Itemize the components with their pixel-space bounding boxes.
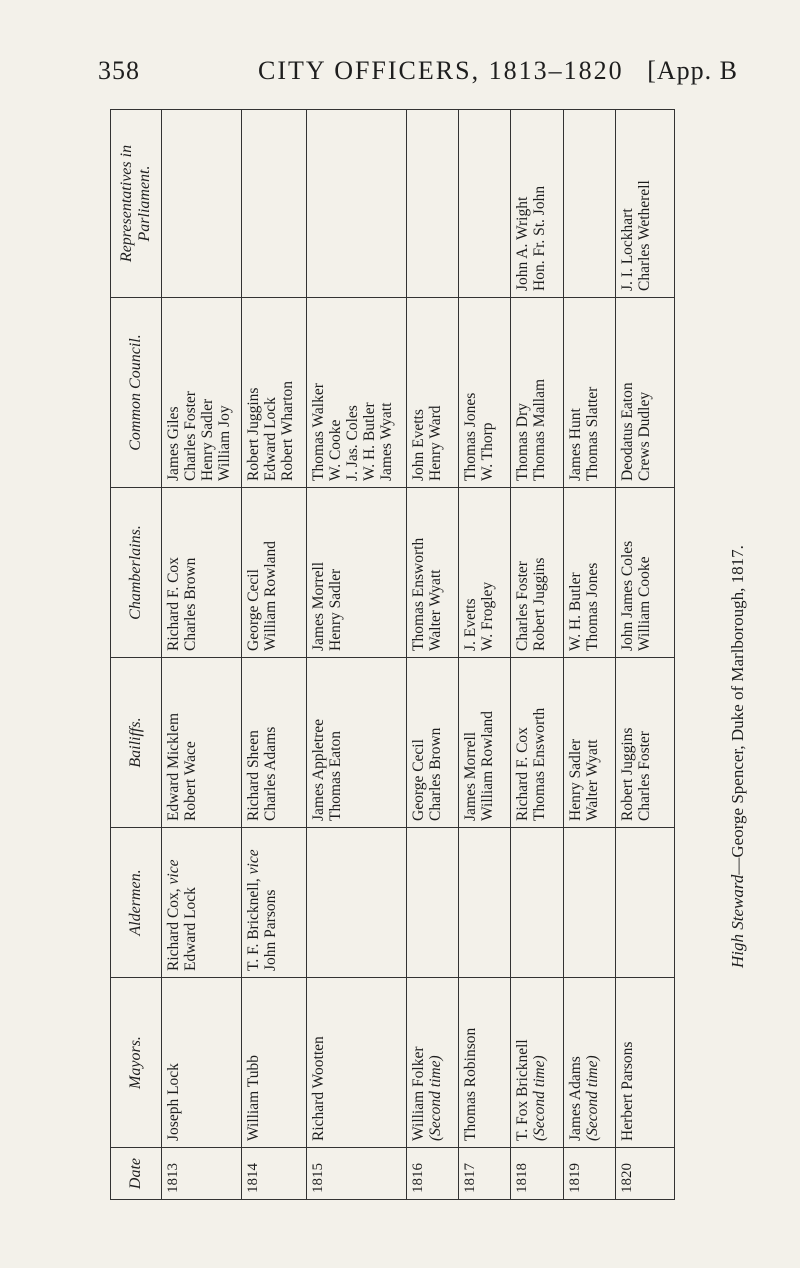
representatives-cell: [563, 110, 615, 298]
aldermen-cell: [307, 828, 407, 978]
high-steward-text: —George Spencer, Duke of Marlborough, 1817.: [728, 545, 747, 875]
year-cell: 1817: [459, 1148, 511, 1200]
common-council-cell: Robert Juggins Edward Lock Robert Wharton: [241, 298, 306, 488]
high-steward-label: High Steward: [728, 874, 747, 968]
table-row: [615, 110, 674, 1200]
year-cell: 1813: [162, 1148, 242, 1200]
aldermen-cell: [407, 828, 459, 978]
chamberlains-cell: J. Evetts W. Frogley: [459, 488, 511, 658]
rotated-table-wrapper: [110, 110, 675, 1200]
bailiffs-cell: Richard F. Cox Thomas Ensworth: [511, 658, 563, 828]
representatives-cell: [459, 110, 511, 298]
common-council-cell: Thomas Dry Thomas Mallam: [511, 298, 563, 488]
table-row: [307, 110, 407, 1200]
table-row: [459, 110, 511, 1200]
table-row: [563, 110, 615, 1200]
running-head: [98, 56, 738, 96]
bailiffs-cell: James Appletree Thomas Eaton: [307, 658, 407, 828]
high-steward-note: [728, 268, 758, 1268]
bailiffs-cell: Edward Micklem Robert Wace: [162, 658, 242, 828]
year-cell: 1819: [563, 1148, 615, 1200]
common-council-cell: James Hunt Thomas Slatter: [563, 298, 615, 488]
column-header-common-council: Common Council.: [111, 298, 162, 488]
year-cell: 1820: [615, 1148, 674, 1200]
chamberlains-cell: John James Coles William Cooke: [615, 488, 674, 658]
mayor-cell: William Folker (Second time): [407, 978, 459, 1148]
table-row: [241, 110, 306, 1200]
common-council-cell: Thomas Jones W. Thorp: [459, 298, 511, 488]
header-row: [111, 110, 162, 1200]
chamberlains-cell: James Morrell Henry Sadler: [307, 488, 407, 658]
column-header-bailiffs: Bailiffs.: [111, 658, 162, 828]
mayor-cell: James Adams (Second time): [563, 978, 615, 1148]
aldermen-cell: T. F. Bricknell, vice John Parsons: [241, 828, 306, 978]
aldermen-cell: [563, 828, 615, 978]
mayor-cell: T. Fox Bricknell (Second time): [511, 978, 563, 1148]
column-header-date: Date: [111, 1148, 162, 1200]
representatives-cell: [407, 110, 459, 298]
common-council-cell: John Evetts Henry Ward: [407, 298, 459, 488]
column-header-mayors: Mayors.: [111, 978, 162, 1148]
representatives-cell: John A. Wright Hon. Fr. St. John: [511, 110, 563, 298]
year-cell: 1815: [307, 1148, 407, 1200]
chamberlains-cell: George Cecil William Rowland: [241, 488, 306, 658]
common-council-cell: Thomas Walker W. Cooke J. Jas. Coles W. H. Butler James Wyatt: [307, 298, 407, 488]
appendix-label: [App. B: [647, 56, 738, 85]
bailiffs-cell: George Cecil Charles Brown: [407, 658, 459, 828]
bailiffs-cell: James Morrell William Rowland: [459, 658, 511, 828]
representatives-cell: J. I. Lockhart Charles Wetherell: [615, 110, 674, 298]
mayor-cell: Herbert Parsons: [615, 978, 674, 1148]
aldermen-cell: [615, 828, 674, 978]
city-officers-table: [110, 109, 675, 1200]
chamberlains-cell: W. H. Butler Thomas Jones: [563, 488, 615, 658]
column-header-chamberlains: Chamberlains.: [111, 488, 162, 658]
representatives-cell: [162, 110, 242, 298]
table-row: [407, 110, 459, 1200]
column-header-aldermen: Aldermen.: [111, 828, 162, 978]
representatives-cell: [241, 110, 306, 298]
bailiffs-cell: Richard Sheen Charles Adams: [241, 658, 306, 828]
common-council-cell: James Giles Charles Foster Henry Sadler William Joy: [162, 298, 242, 488]
chamberlains-cell: Thomas Ensworth Walter Wyatt: [407, 488, 459, 658]
page-title: CITY OFFICERS, 1813–1820: [258, 56, 624, 85]
year-cell: 1818: [511, 1148, 563, 1200]
mayor-cell: Thomas Robinson: [459, 978, 511, 1148]
chamberlains-cell: Richard F. Cox Charles Brown: [162, 488, 242, 658]
year-cell: 1816: [407, 1148, 459, 1200]
table-row: [162, 110, 242, 1200]
mayor-cell: Richard Wootten: [307, 978, 407, 1148]
aldermen-cell: [459, 828, 511, 978]
bailiffs-cell: Robert Juggins Charles Foster: [615, 658, 674, 828]
bailiffs-cell: Henry Sadler Walter Wyatt: [563, 658, 615, 828]
year-cell: 1814: [241, 1148, 306, 1200]
aldermen-cell: Richard Cox, vice Edward Lock: [162, 828, 242, 978]
representatives-cell: [307, 110, 407, 298]
column-header-representatives: Representatives in Parliament.: [111, 110, 162, 298]
mayor-cell: William Tubb: [241, 978, 306, 1148]
page-number: 358: [98, 56, 140, 85]
table-row: [511, 110, 563, 1200]
aldermen-cell: [511, 828, 563, 978]
mayor-cell: Joseph Lock: [162, 978, 242, 1148]
chamberlains-cell: Charles Foster Robert Juggins: [511, 488, 563, 658]
common-council-cell: Deodatus Eaton Crews Dudley: [615, 298, 674, 488]
